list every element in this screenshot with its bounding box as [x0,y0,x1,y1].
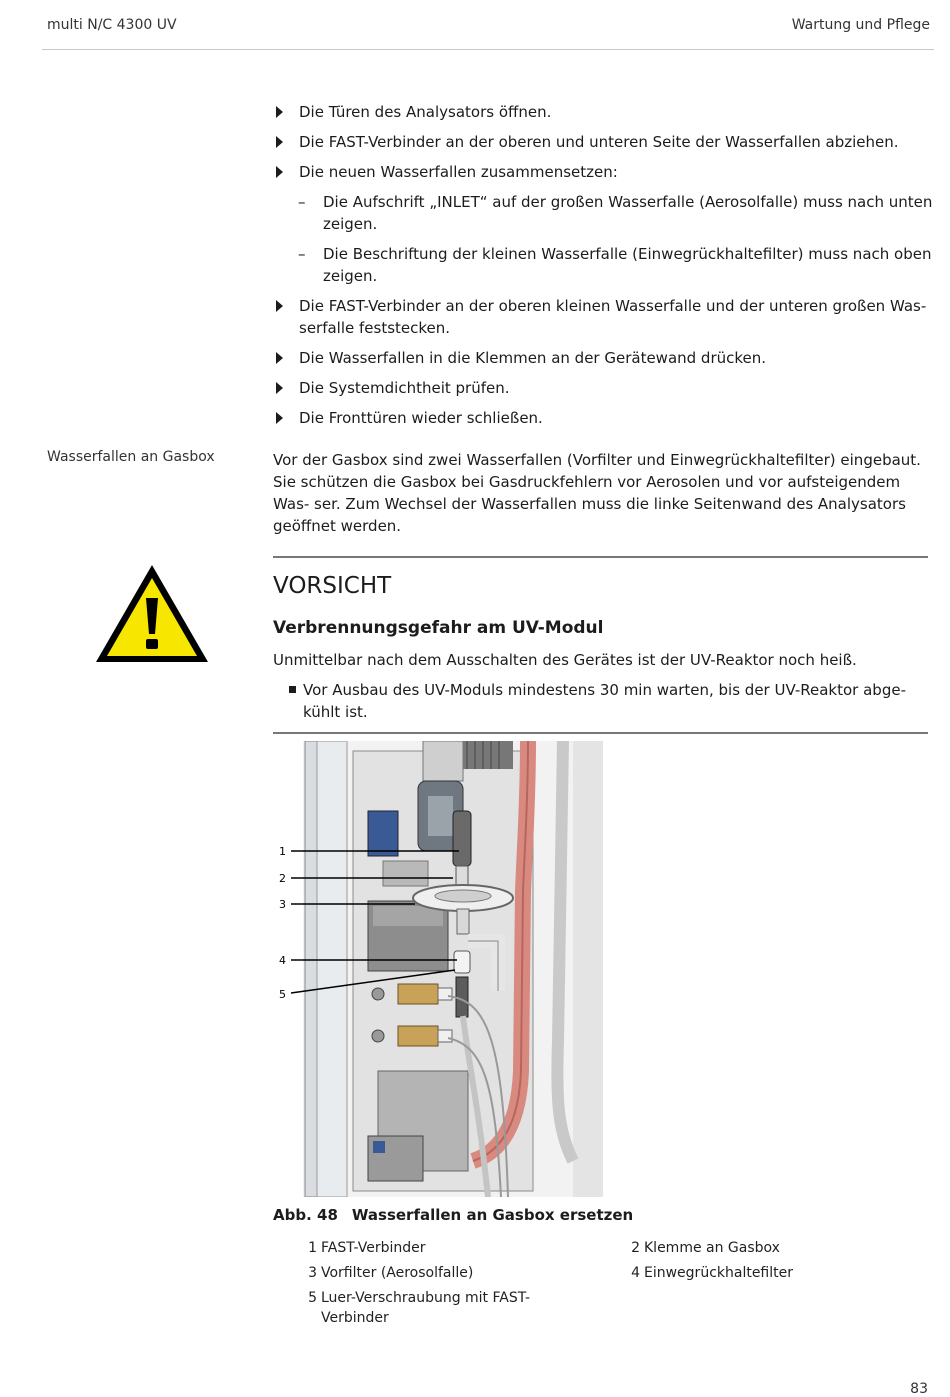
step-item: Die neuen Wasserfallen zusammensetzen: [273,161,933,183]
chapter-title: Wartung und Pflege [791,17,930,33]
dash-bullet: – [298,193,306,211]
header-divider [42,49,934,50]
step-item: Die FAST-Verbinder an der oberen und unteren Seite der Wasserfallen abziehen. [273,131,933,153]
step-item: Die Systemdichtheit prüfen. [273,377,933,399]
square-bullet-icon [289,686,296,693]
step-item: Die FAST-Verbinder an der oberen kleinen Wasserfalle und der unteren großen Was- serfalle feststecken. [273,295,933,339]
legend-item: 1 FAST-Verbinder [308,1240,426,1256]
legend-item: 4 Einwegrückhaltefilter [631,1265,794,1281]
caution-bullet: Vor Ausbau des UV-Moduls mindestens 30 min warten, bis der UV-Reaktor abge- kühlt ist. [289,679,933,723]
gasbox-water-traps-illustration [273,741,603,1197]
document-title: multi N/C 4300 UV [47,17,177,33]
step-item: Die Türen des Analysators öffnen. [273,101,933,123]
step-arrow-icon [276,136,283,148]
caution-subtitle: Verbrennungsgefahr am UV-Modul [273,618,604,638]
page-number: 83 [910,1381,928,1397]
warning-triangle-icon [93,562,211,666]
dash-bullet: – [298,245,306,263]
callout-4: 4 [279,954,286,967]
legend-item: 5 Luer-Verschraubung mit FAST-Verbinder [308,1290,531,1326]
figure-number: Abb. 48 [273,1206,338,1224]
sub-step-item: – Die Aufschrift „INLET“ auf der großen Wasserfalle (Aerosolfalle) muss nach unten zeigen. [298,193,933,233]
caution-title: VORSICHT [273,573,392,599]
caution-top-rule [273,556,928,558]
legend-item: 3 Vorfilter (Aerosolfalle) [308,1265,474,1281]
caution-bottom-rule [273,732,928,734]
step-item: Die Fronttüren wieder schließen. [273,407,933,429]
step-arrow-icon [276,382,283,394]
step-arrow-icon [276,106,283,118]
callout-1: 1 [279,845,286,858]
legend-item: 2 Klemme an Gasbox [631,1240,780,1256]
sub-step-item: – Die Beschriftung der kleinen Wasserfalle (Einwegrückhaltefilter) muss nach oben zeigen. [298,245,932,285]
section-margin-label: Wasserfallen an Gasbox [47,449,215,465]
callout-2: 2 [279,872,286,885]
callout-5: 5 [279,988,286,1001]
step-arrow-icon [276,352,283,364]
step-arrow-icon [276,166,283,178]
step-item: Die Wasserfallen in die Klemmen an der Gerätewand drücken. [273,347,933,369]
caution-text: Unmittelbar nach dem Ausschalten des Gerätes ist der UV-Reaktor noch heiß. [273,651,857,669]
procedure-steps [273,101,933,437]
figure-caption [273,1206,633,1224]
step-arrow-icon [276,412,283,424]
step-arrow-icon [276,300,283,312]
figure-title: Wasserfallen an Gasbox ersetzen [351,1206,634,1224]
section-intro: Vor der Gasbox sind zwei Wasserfallen (Vorfilter und Einwegrückhaltefilter) eingebaut. Sie schützen die Gasbox bei Gasdruckfehlern vor Aerosolen und vor aufsteigendem Was- ser. Zum Wechsel der Wasserfallen muss die linke Seitenwand des Analysators geöffnet werden. [273,451,921,535]
callout-3: 3 [279,898,286,911]
